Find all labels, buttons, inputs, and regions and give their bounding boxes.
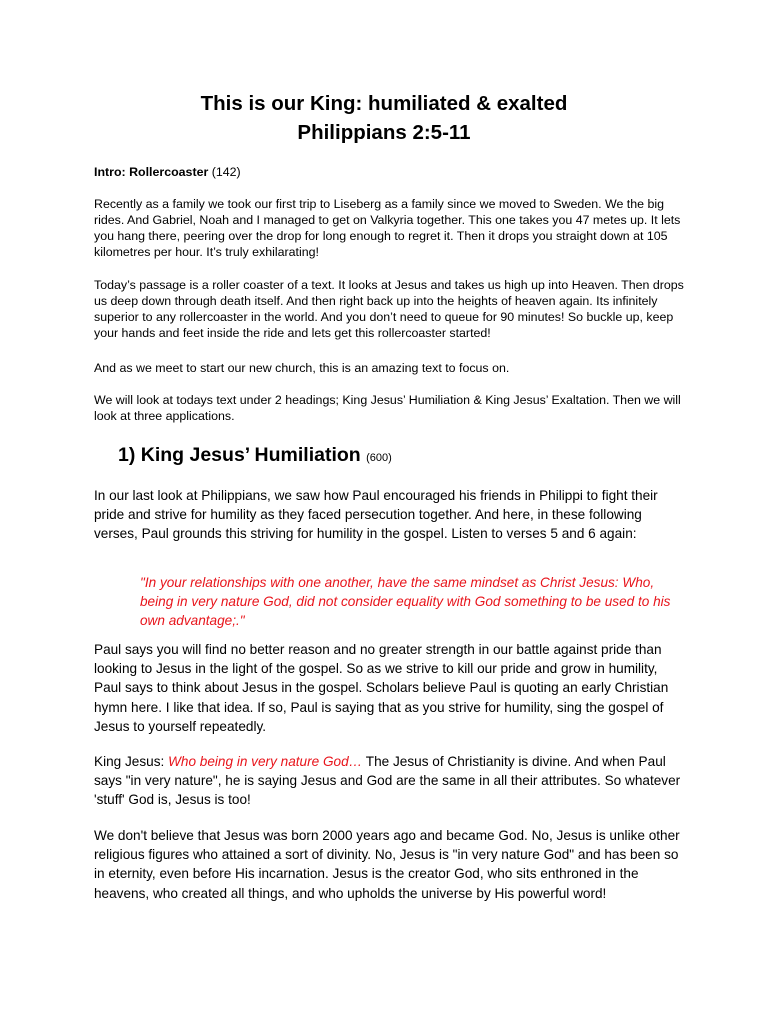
scripture-quote: "In your relationships with one another, have the same mindset as Christ Jesus: Who, being in very nature God, did not consider equality with God something to be used to his own advantage;." <box>140 575 671 629</box>
section-heading-humiliation <box>118 441 392 472</box>
intro-paragraph-2: Today’s passage is a roller coaster of a text. It looks at Jesus and takes us high up into Heaven. Then drops us deep down through death itself. And then right back up into the heights of heaven again. Its infinitely superior to any rollercoaster in the world. And you don’t need to queue for 90 minutes! So buckle up, keep your hands and feet inside the ride and lets get this rollercoaster started! <box>94 278 684 340</box>
intro-paragraph-3: And as we meet to start our new church, this is an amazing text to focus on. <box>94 361 510 375</box>
body-paragraph-3 <box>94 752 684 810</box>
intro-heading <box>94 164 686 180</box>
intro-paragraph-1: Recently as a family we took our first trip to Liseberg as a family since we moved to Sweden. We the big rides. And Gabriel, Noah and I managed to get on Valkyria together. This one takes you 47 metes up. It lets you hang there, peering over the drop for long enough to regret it. Then it drops you straight down at 105 kilometres per hour. It’s truly exhilarating! <box>94 197 681 259</box>
intro-count: (142) <box>208 165 241 179</box>
body-paragraph-3-rest: The Jesus of Christianity is divine. And when Paul says "in very nature", he is saying Jesus and God are the same in all their attributes. So whatever 'stuff' God is, Jesus is too! <box>94 754 681 808</box>
body-paragraph-1: In our last look at Philippians, we saw how Paul encouraged his friends in Philippi to fight their pride and strive for humility as they faced persecution together. And here, in these following verses, Paul grounds this striving for humility in the gospel. Listen to verses 5 and 6 again: <box>94 488 658 542</box>
body-paragraph-4: We don't believe that Jesus was born 2000 years ago and became God. No, Jesus is unlike other religious figures who attained a sort of divinity. No, Jesus is "in very nature God" and has been so in eternity, even before His incarnation. Jesus is the creator God, who sits enthroned in the heavens, who created all things, and who upholds the universe by His powerful word! <box>94 828 680 901</box>
body-paragraph-2: Paul says you will find no better reason and no greater strength in our battle against pride than looking to Jesus in the light of the gospel. So as we strive to kill our pride and grow in humility, Paul says to think about Jesus in the gospel. Scholars believe Paul is quoting an early Christian hymn here. I like that idea. If so, Paul is saying that as you strive for humility, sing the gospel of Jesus to yourself repeatedly. <box>94 642 669 734</box>
body-paragraph-3-emphasis: Who being in very nature God… <box>168 754 363 769</box>
intro-label: Intro: Rollercoaster <box>94 165 209 179</box>
section-word-count: (600) <box>366 452 392 464</box>
scripture-reference: Philippians 2:5-11 <box>297 121 471 144</box>
intro-paragraph-4: We will look at todays text under 2 headings; King Jesus’ Humiliation & King Jesus’ Exaltation. Then we will look at three applications. <box>94 393 681 423</box>
section-heading-text: 1) King Jesus’ Humiliation <box>118 444 361 466</box>
body-paragraph-3-lead: King Jesus: <box>94 754 169 769</box>
sermon-title: This is our King: humiliated & exalted <box>200 92 568 115</box>
